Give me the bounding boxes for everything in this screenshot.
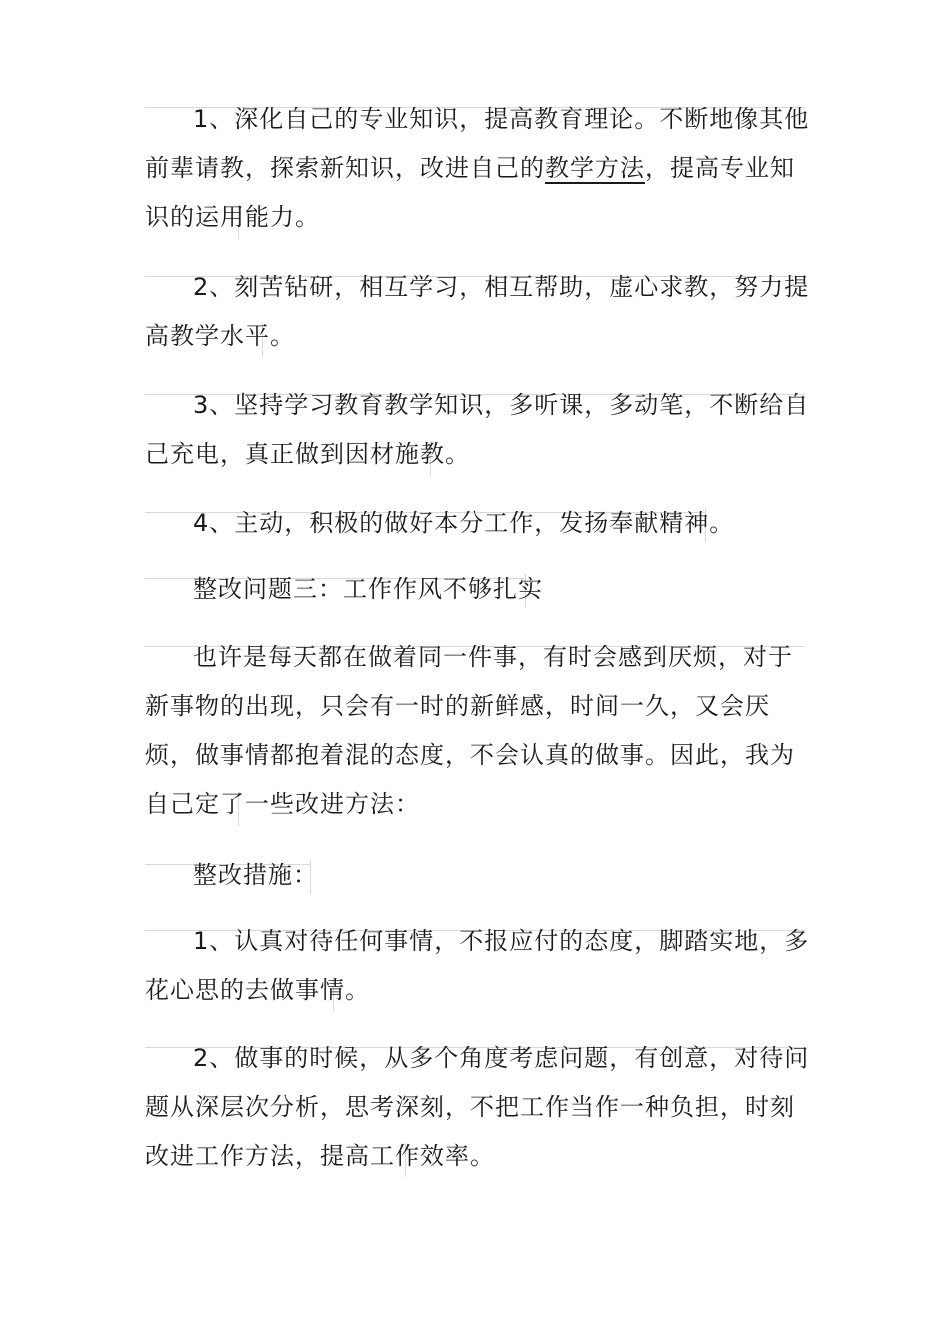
section-heading-problem-3: 整改问题三：工作作风不够扎实 xyxy=(193,575,543,603)
paragraph-1 xyxy=(145,95,815,242)
paragraph-4: 4、主动，积极的做好本分工作，发扬奉献精神。 xyxy=(193,509,735,537)
paragraph-description: 也许是每天都在做着同一件事，有时会感到厌烦，对于新事物的出现，只会有一时的新鲜感，时间一久，又会厌烦，做事情都抱着混的态度，不会认真的做事。因此，我为自己定了一些改进方法： xyxy=(145,643,795,818)
paragraph-1-text-b: ，提高专业知识的运用能力。 xyxy=(145,154,795,231)
paragraph-1-text-a: 1、深化自己的专业知识，提高教育理论。不断地像其他前辈请教，探索新知识，改进自己的 xyxy=(145,105,810,182)
section-heading-measures: 整改措施： xyxy=(193,861,318,889)
paragraph-3: 3、坚持学习教育教学知识，多听课，多动笔，不断给自己充电，真正做到因材施教。 xyxy=(145,391,810,468)
paragraph-2: 2、刻苦钻研，相互学习，相互帮助，虚心求教，努力提高教学水平。 xyxy=(145,273,810,350)
teaching-method-link[interactable]: 教学方法 xyxy=(545,154,645,182)
measure-2: 2、做事的时候，从多个角度考虑问题，有创意，对待问题从深层次分析，思考深刻，不把工作当作一种负担，时刻改进工作方法，提高工作效率。 xyxy=(145,1044,810,1170)
measure-1: 1、认真对待任何事情，不报应付的态度，脚踏实地，多花心思的去做事情。 xyxy=(145,927,810,1004)
